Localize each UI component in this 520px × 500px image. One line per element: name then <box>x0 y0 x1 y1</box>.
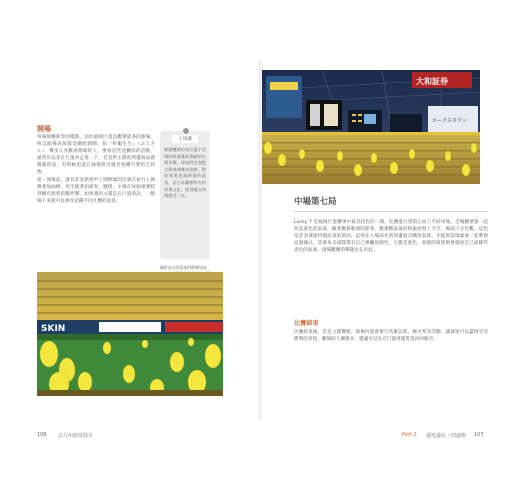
knowledge-sidebar <box>160 131 210 259</box>
chapter-rule <box>294 211 488 212</box>
right-page-number: 107 <box>474 432 484 438</box>
right-running-head: 邊逛邊玩・四處跑 <box>426 433 467 439</box>
stadium-sign-text: ホークスタウン <box>432 118 467 124</box>
section-title: 開場 <box>37 125 51 133</box>
scoreboard-sign-text: 大和証券 <box>416 77 448 86</box>
pin-icon <box>182 127 190 135</box>
right-running-head-part: Part 2 <box>402 432 417 438</box>
sidebar-tag: 小知識 <box>172 135 198 143</box>
sidebar-text: 軟銀鷹隊的每位選手登場時都會播放專屬的出場音樂，球迷們也會配合節奏揮舞加油棒，整座球場充滿熱情的氣氛，是日本職棒特有的球場文化，值得親自到場感受一次。 <box>164 147 206 199</box>
dome-interior-photo <box>262 70 480 184</box>
left-running-head: 北九州旅遊散步 <box>58 433 94 439</box>
right-body-text: Lucky 7 是福岡巨蛋賽事中最具特色的一環，比賽進行到第七局上半結束後，全場觀眾會一起吹起黃色的氣球，隨著應援歌曲的節奏，數萬顆氣球同時施放飛上天空，場面十分壯觀。這也是許多球迷特地前來的原因，記得在入場前先到周邊商店購買氣球，才能與當地球迷一起參與這個儀式。其實每支球隊都有自己專屬的顏色，主隊是黃色，客隊的球迷則會施放自己球隊代表色的氣球，現場觀賽的樂趣也在於此。 <box>294 220 488 254</box>
right-body-text-2: 比賽結束後，若是主隊獲勝，球場內還會舉行英雄訪問、煙火秀等活動，讓球迷可以盡情享受勝利的喜悅。離場時人潮眾多，建議可以先在巨蛋周邊逛逛再回飯店。 <box>294 330 488 343</box>
subheading: 比賽結束 <box>294 320 319 327</box>
chapter-title: 中場第七局 <box>294 197 337 207</box>
photo-caption: 攝影前方的球迷們揮舞加油 <box>160 265 207 270</box>
ad-banner-text: SKIN <box>41 324 66 334</box>
left-body-text: 每場球賽節奏同樣熱，由於福岡巨蛋是觀眾最多的球場，所以開場表演都是繽紛熱鬧，如「和服生生」（ぷうさん）、聲多人喜歡看開球的人，要看這些比賽前的活動，通常可以先在巨蛋內走逛一下，若是對主隊的周邊商品感興趣的話，有時候也能在球場附近遇見各種可愛的吉祥物。 從一開場起，就有許多熱愛甲子園棒球的民眾在看台上揮舞著加油棒，用手跟著拍節奏、應援，主場在每個重要時刻總有熱烈的歡呼聲，如果遇到主隊是在巨蛋的話，一整場下來就可以感受這種不同凡響的氣氛。 <box>37 135 155 204</box>
left-page <box>0 0 258 500</box>
stadium-balloon-photo <box>37 272 223 396</box>
left-page-number: 106 <box>37 432 47 438</box>
right-page <box>262 0 520 500</box>
